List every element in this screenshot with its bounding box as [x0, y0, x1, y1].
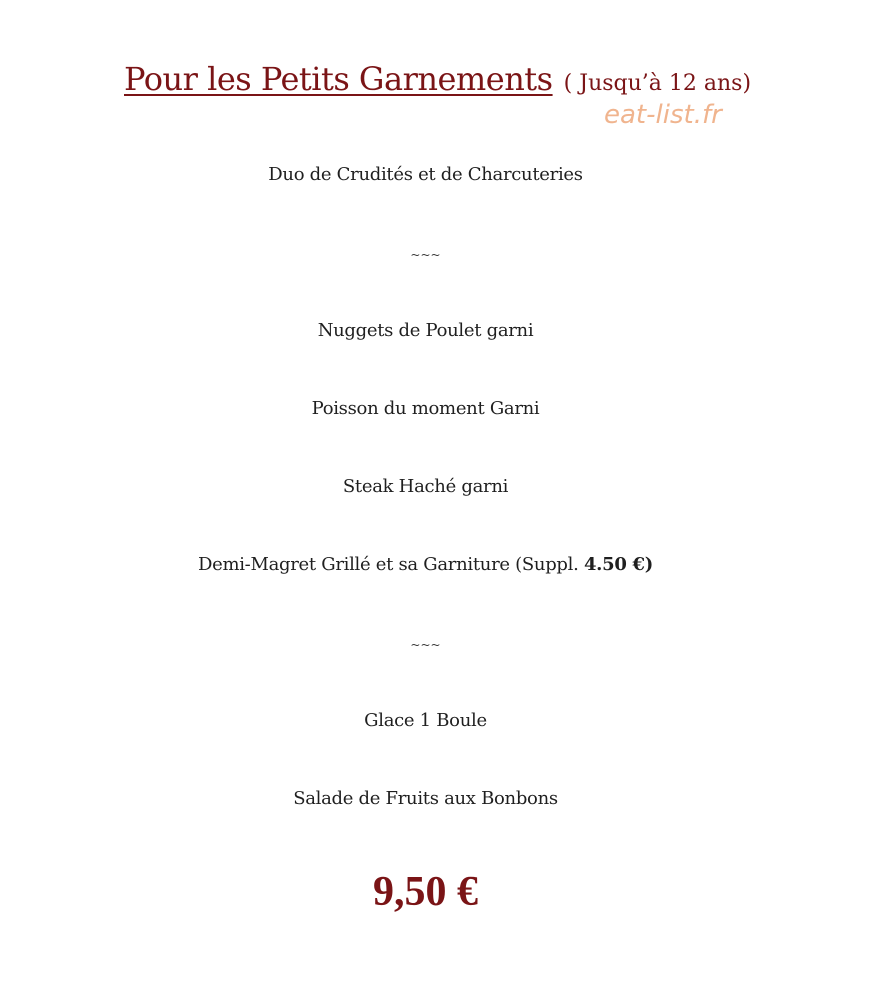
main-item: Steak Haché garni — [342, 476, 509, 497]
menu-price: 9,50 € — [373, 869, 478, 915]
watermark: eat-list.fr — [604, 100, 722, 130]
special-main-label: Demi-Magret Grillé et sa Garniture (Suppl. — [197, 554, 579, 575]
menu-subtitle: ( Jusqu’à 12 ans) — [563, 71, 752, 96]
main-item: Poisson du moment Garni — [311, 398, 540, 419]
separator: ~~~ — [410, 248, 441, 262]
main-item: Nuggets de Poulet garni — [317, 320, 534, 341]
dessert-item: Salade de Fruits aux Bonbons — [293, 788, 558, 809]
separator: ~~~ — [410, 638, 441, 652]
starter-item: Duo de Crudités et de Charcuteries — [268, 164, 583, 185]
supplement-price: 4.50 €) — [583, 554, 654, 575]
menu-title: Pour les Petits Garnements — [124, 60, 553, 98]
special-main-item — [0, 554, 851, 575]
dessert-item: Glace 1 Boule — [364, 710, 487, 731]
menu-header — [124, 60, 751, 98]
